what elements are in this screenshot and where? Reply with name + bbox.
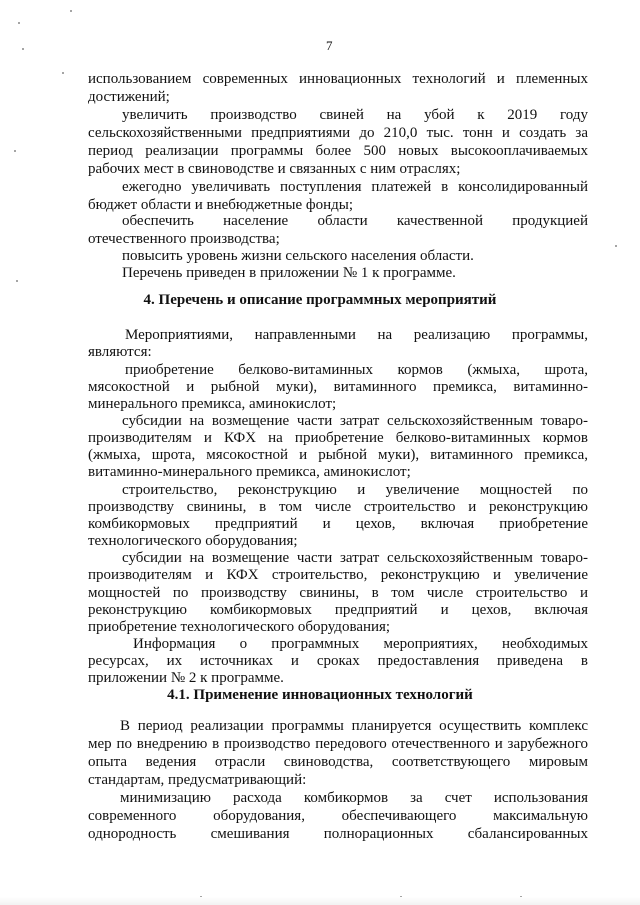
scan-speck <box>615 245 617 247</box>
text-line: Информация о программных мероприятиях, необходимых <box>133 636 588 652</box>
text-line: ежегодно увеличивать поступления платежей в консолидированный <box>122 179 588 195</box>
text-line: современного оборудования, обеспечивающего максимальную <box>88 808 588 824</box>
text-line: повысить уровень жизни сельского населения области. <box>122 248 474 264</box>
text-line: рабочих мест в свиноводстве и связанных с ним отраслях; <box>88 161 461 177</box>
text-line: мясокостной и рыбной муки), витаминного премикса, витаминно- <box>88 379 588 395</box>
scan-speck <box>14 150 16 152</box>
text-line: приобретение белково-витаминных кормов (жмыха, шрота, <box>125 362 588 378</box>
text-line: увеличить производство свиней на убой к 2019 году <box>122 107 588 123</box>
text-line: (жмыха, шрота, мясокостной и рыбной муки), витаминного премикса, <box>88 447 588 463</box>
text-line: мер по внедрению в производство передового отечественного и зарубежного <box>88 736 588 752</box>
text-line: производителям и КФХ строительство, реконструкцию и увеличение <box>88 567 588 583</box>
text-line: однородность смешивания полнорационных сбалансированных <box>88 826 588 842</box>
text-line: достижений; <box>88 89 170 105</box>
text-line: Мероприятиями, направленными на реализацию программы, <box>125 327 588 343</box>
text-line: В период реализации программы планируется осуществить комплекс <box>120 718 588 734</box>
text-line: опыта ведения отрасли свиноводства, соответствующего мировым <box>88 754 588 770</box>
text-line: технологического оборудования; <box>88 533 298 549</box>
text-line: период реализации программы более 500 новых высокооплачиваемых <box>88 143 588 159</box>
scan-speck <box>62 72 64 74</box>
scan-speck <box>16 280 18 282</box>
scan-speck <box>70 10 72 12</box>
text-line: минерального премикса, аминокислот; <box>88 396 337 412</box>
text-line: стандартам, предусматривающий: <box>88 772 307 788</box>
scan-speck <box>18 22 20 24</box>
text-line: производителям и КФХ на приобретение белково-витаминных кормов <box>88 430 588 446</box>
text-line: обеспечить население области качественной продукцией <box>122 213 588 229</box>
text-line: реконструкцию комбикормовых предприятий и цехов, включая <box>88 602 588 618</box>
text-line: строительство, реконструкцию и увеличение мощностей по <box>122 482 588 498</box>
text-line: отечественного производства; <box>88 231 280 247</box>
text-line: минимизацию расхода комбикормов за счет использования <box>120 790 588 806</box>
text-line: мощностей по производству свинины, в том числе строительство и <box>88 585 588 601</box>
subsection-heading: 4.1. Применение инновационных технологий <box>167 687 473 703</box>
section-heading: 4. Перечень и описание программных мероприятий <box>143 292 497 308</box>
text-line: ресурсах, их источниках и сроках предоставления приведена в <box>88 653 588 669</box>
text-line: бюджет области и внебюджетные фонды; <box>88 197 353 213</box>
text-line: использованием современных инновационных технологий и племенных <box>88 71 588 87</box>
text-line: приложении № 2 к программе. <box>88 670 284 686</box>
text-line: комбикормовых предприятий и цехов, включая приобретение <box>88 516 588 532</box>
text-line: субсидии на возмещение части затрат сельскохозяйственным товаро- <box>122 550 588 566</box>
text-line: приобретение технологического оборудования; <box>88 619 391 635</box>
text-line: сельскохозяйственными предприятиями до 210,0 тыс. тонн и создать за <box>88 125 588 141</box>
text-line: производству свинины, в том числе строительство и реконструкцию <box>88 499 588 515</box>
text-line: Перечень приведен в приложении № 1 к программе. <box>122 265 456 281</box>
text-line: субсидии на возмещение части затрат сельскохозяйственным товаро- <box>122 413 588 429</box>
scan-bottom-edge <box>0 897 640 905</box>
text-line: являются: <box>88 344 152 360</box>
scan-speck <box>22 48 24 50</box>
text-line: витаминно-минерального премикса, аминокислот; <box>88 464 411 480</box>
page-number: 7 <box>326 38 333 53</box>
